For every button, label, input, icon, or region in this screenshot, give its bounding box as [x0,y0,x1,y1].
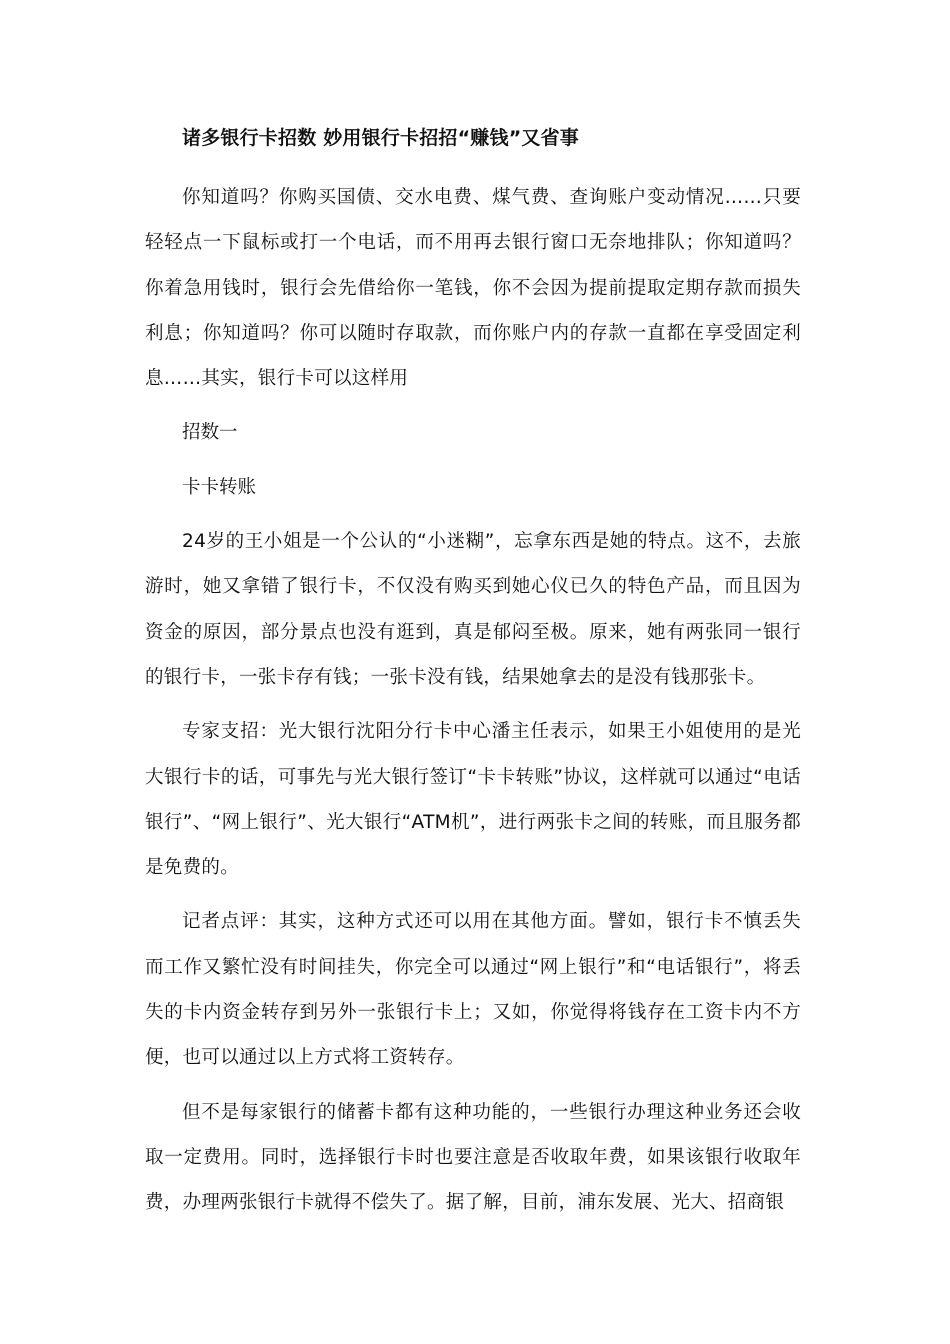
intro-paragraph: 你知道吗？你购买国债、交水电费、煤气费、查询账户变动情况……只要轻轻点一下鼠标或打一个电话，而不用再去银行窗口无奈地排队；你知道吗？你着急用钱时，银行会先借给你一笔钱，你不会因为提前提取定期存款而损失利息；你知道吗？你可以随时存取款，而你账户内的存款一直都在享受固定利息……其实，银行卡可以这样用 [145,187,801,390]
article-title: 诸多银行卡招数 妙用银行卡招招“赚钱”又省事 [182,127,579,149]
story-paragraph: 24岁的王小姐是一个公认的“小迷糊”，忘拿东西是她的特点。这不，去旅游时，她又拿错了银行卡，不仅没有购买到她心仪已久的特色产品，而且因为资金的原因，部分景点也没有逛到，真是郁闷至极。原来，她有两张同一银行的银行卡，一张卡存有钱；一张卡没有钱，结果她拿去的是没有钱那张卡。 [145,531,801,688]
section-title: 卡卡转账 [182,476,257,498]
expert-paragraph: 专家支招：光大银行沈阳分行卡中心潘主任表示，如果王小姐使用的是光大银行卡的话，可事先与光大银行签订“卡卡转账”协议，这样就可以通过“电话银行”、“网上银行”、光大银行“ATM机”，进行两张卡之间的转账，而且服务都是免费的。 [145,721,801,879]
reporter-paragraph: 记者点评：其实，这种方式还可以用在其他方面。譬如，银行卡不慎丢失而工作又繁忙没有时间挂失，你完全可以通过“网上银行”和“电话银行”，将丢失的卡内资金转存到另外一张银行卡上；又如，你觉得将钱存在工资卡内不方便，也可以通过以上方式将工资转存。 [145,911,801,1069]
section-number: 招数一 [182,422,238,444]
article-body [145,118,801,1235]
caveat-paragraph: 但不是每家银行的储蓄卡都有这种功能的，一些银行办理这种业务还会收取一定费用。同时，选择银行卡时也要注意是否收取年费，如果该银行收取年费，办理两张银行卡就得不偿失了。据了解，目前，浦东发展、光大、招商银 [145,1101,801,1214]
